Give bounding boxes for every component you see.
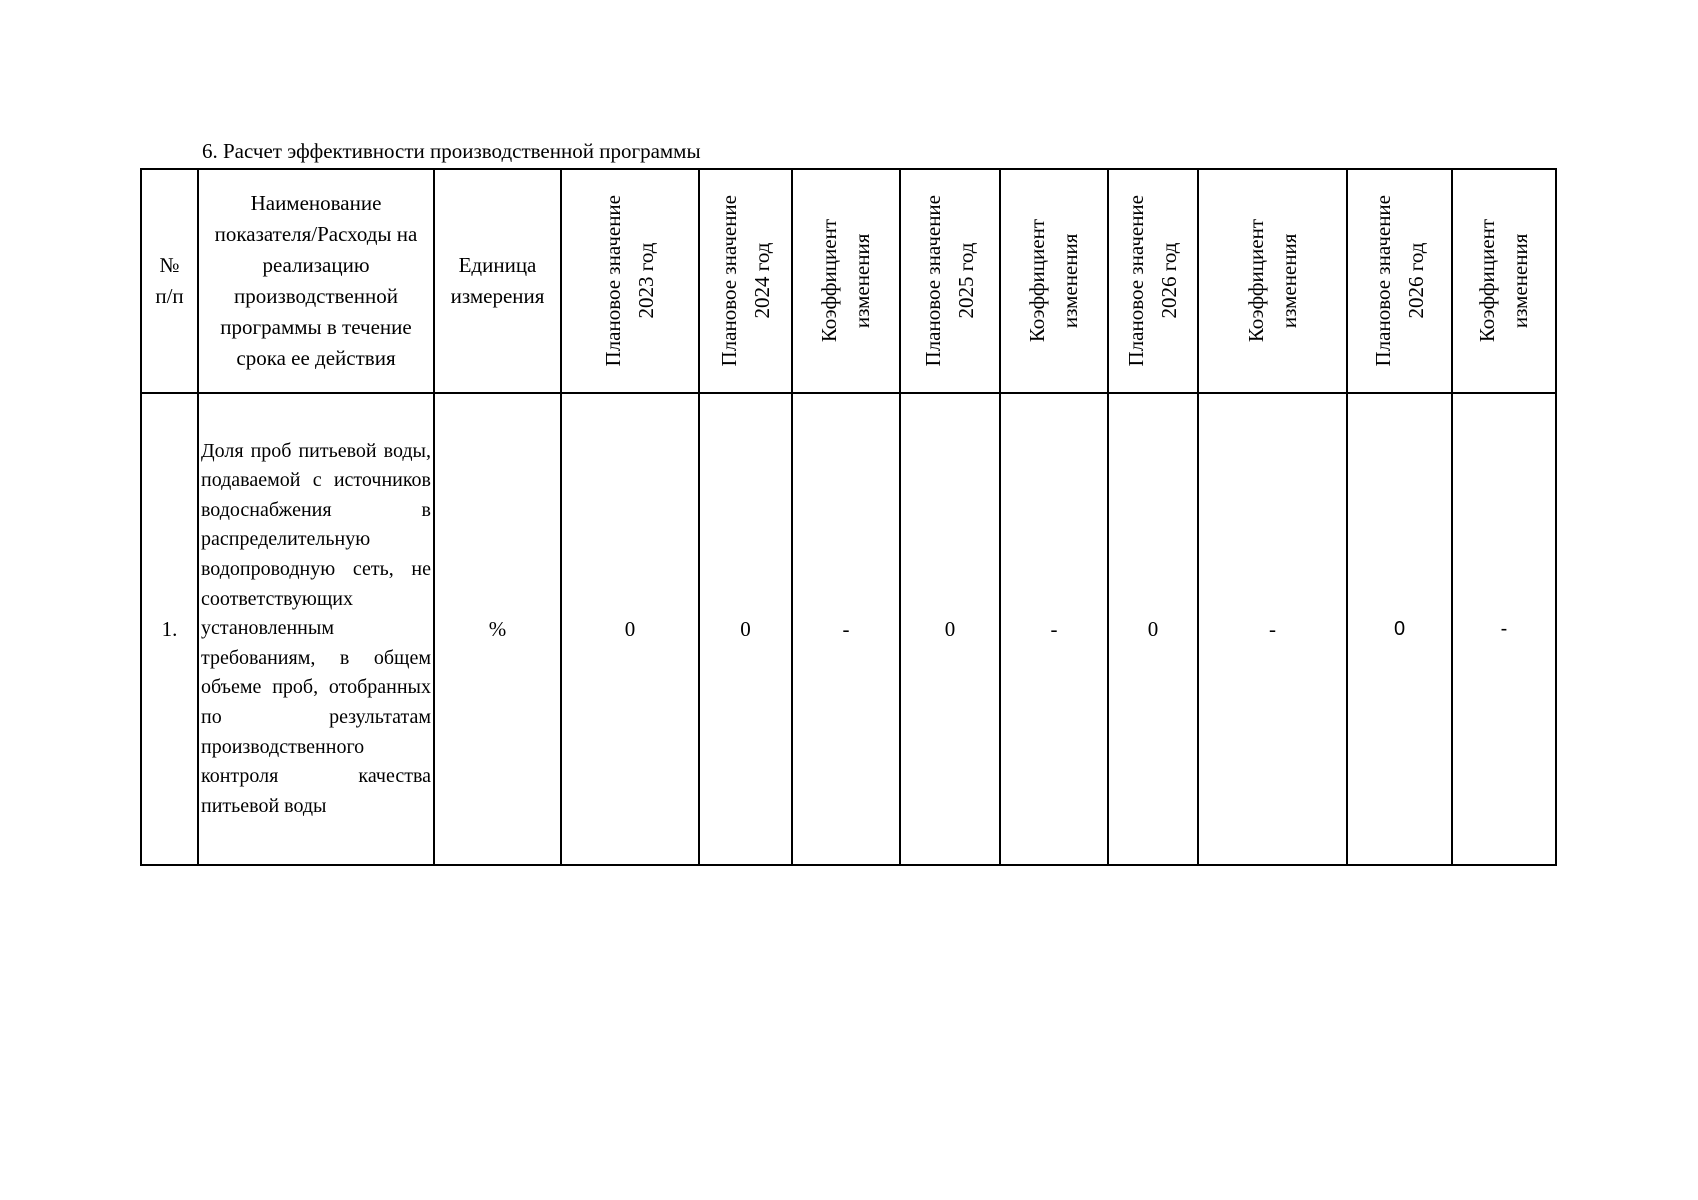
value-plan-2026-a: 0 (1147, 616, 1159, 641)
row-number: 1. (161, 616, 178, 641)
header-plan-2024-label: Плановое значение 2024 год (716, 195, 774, 367)
header-cell-coef-3 (1198, 169, 1347, 393)
header-plan-2026-b-label: Плановое значение 2026 год (1370, 195, 1428, 367)
row-value-plan-2026-b (1347, 393, 1452, 865)
row-value-plan-2026-a (1108, 393, 1198, 865)
header-coef-3-label: Коэффициент изменения (1243, 219, 1301, 343)
row-value-plan-2024 (699, 393, 792, 865)
row-name-cell (198, 393, 434, 865)
value-plan-2025: 0 (944, 616, 956, 641)
header-cell-plan-2023 (561, 169, 699, 393)
header-coef-2-label: Коэффициент изменения (1025, 219, 1082, 343)
value-plan-2023: 0 (624, 616, 636, 641)
row-value-coef-2 (1000, 393, 1108, 865)
header-coef-4-label: Коэффициент изменения (1475, 219, 1532, 343)
header-cell-number (141, 169, 198, 393)
header-cell-plan-2026-a (1108, 169, 1198, 393)
header-cell-coef-1 (792, 169, 900, 393)
row-value-coef-1 (792, 393, 900, 865)
row-unit-cell (434, 393, 561, 865)
row-value-plan-2025 (900, 393, 1000, 865)
header-unit-label: Единица измерения (450, 253, 545, 308)
value-coef-3: - (1269, 616, 1276, 641)
value-plan-2026-b: 0 (1393, 618, 1406, 640)
header-cell-plan-2025 (900, 169, 1000, 393)
header-name-label: Наименование показателя/Расходы на реализацию производственной программы в течение срока ее действия (214, 191, 418, 370)
header-number-label: № п/п (155, 253, 184, 308)
value-coef-1: - (842, 616, 850, 641)
row-name: Доля проб питьевой воды, подаваемой с источников водоснабжения в распределительную водопроводную сеть, не соответствующих установленным требованиям, в общем объеме проб, отобранных по результатам производственного контроля качества питьевой воды (201, 439, 431, 817)
row-number-cell (141, 393, 198, 865)
header-cell-name (198, 169, 434, 393)
row-value-coef-4 (1452, 393, 1556, 865)
header-cell-plan-2024 (699, 169, 792, 393)
row-value-plan-2023 (561, 393, 699, 865)
header-plan-2026-a-label: Плановое значение 2026 год (1124, 195, 1181, 367)
efficiency-table (140, 168, 1557, 866)
table-header-row (141, 169, 1556, 393)
header-plan-2023-label: Плановое значение 2023 год (601, 195, 658, 367)
value-coef-2: - (1050, 616, 1058, 641)
header-coef-1-label: Коэффициент изменения (817, 219, 874, 343)
row-unit: % (488, 616, 507, 641)
header-cell-coef-4 (1452, 169, 1556, 393)
header-cell-unit (434, 169, 561, 393)
header-cell-coef-2 (1000, 169, 1108, 393)
value-plan-2024: 0 (740, 616, 751, 641)
header-cell-plan-2026-b (1347, 169, 1452, 393)
table-row (141, 393, 1556, 865)
value-coef-4: - (1500, 618, 1508, 640)
row-value-coef-3 (1198, 393, 1347, 865)
header-plan-2025-label: Плановое значение 2025 год (921, 195, 978, 367)
section-title: 6. Расчет эффективности производственной программы (202, 139, 701, 163)
